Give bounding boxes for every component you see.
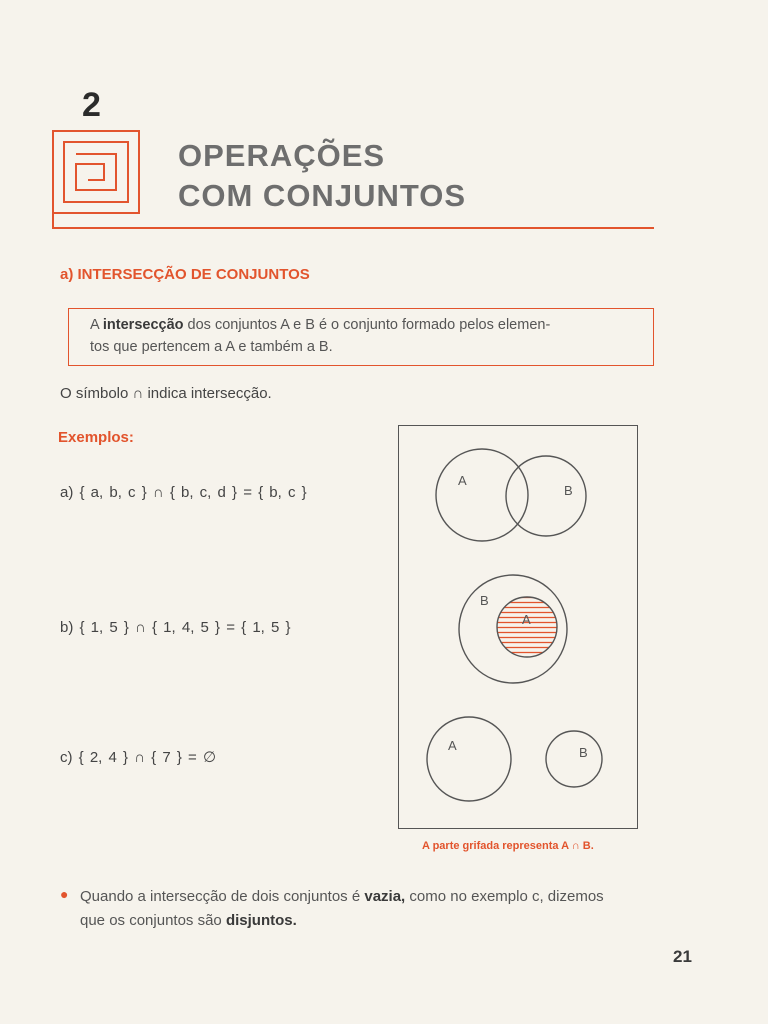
venn-a-label-a: A [458,473,467,488]
diagram-caption: A parte grifada representa A ∩ B. [422,840,594,852]
venn-c-label-a: A [448,738,457,753]
examples-heading: Exemplos: [58,429,134,446]
chapter-number: 2 [82,86,101,124]
venn-b [459,575,567,683]
chapter-title-line1: OPERAÇÕES [178,138,386,173]
bullet-icon: ● [60,886,69,902]
note-term-vazia: vazia, [364,888,406,905]
venn-c [427,717,602,801]
venn-c-set-a [427,717,511,801]
example-a: a) { a, b, c } ∩ { b, c, d } = { b, c } [60,484,307,501]
chapter-title-line2: COM CONJUNTOS [178,178,467,213]
example-c: c) { 2, 4 } ∩ { 7 } = ∅ [60,749,217,766]
venn-b-label-a: A [522,612,531,627]
venn-c-label-b: B [579,745,588,760]
venn-a-set-a [436,449,528,541]
disjoint-note: Quando a intersecção de dois conjuntos é vazia, como no exemplo c, dizemos que os conjuntos são disjuntos. [80,888,604,929]
venn-a-label-b: B [564,483,573,498]
venn-c-set-b [546,731,602,787]
venn-b-label-b: B [480,593,489,608]
definition-line1: A intersecção dos conjuntos A e B é o conjunto formado pelos elemen- [90,317,551,333]
definition-line2: tos que pertencem a A e também a B. [90,339,333,355]
example-b: b) { 1, 5 } ∩ { 1, 4, 5 } = { 1, 5 } [60,619,291,636]
note-term-disjuntos: disjuntos. [225,912,297,929]
symbol-explanation: O símbolo ∩ indica intersecção. [60,385,272,402]
spiral-logo-icon [52,130,140,214]
section-heading: a) INTERSECÇÃO DE CONJUNTOS [60,266,310,283]
venn-b-set-a [497,597,557,657]
venn-diagrams [398,425,638,829]
header-rule [52,227,654,229]
venn-a [436,449,589,541]
definition-term: intersecção [102,317,184,333]
venn-a-set-b [506,456,586,536]
page-number: 21 [673,947,692,966]
